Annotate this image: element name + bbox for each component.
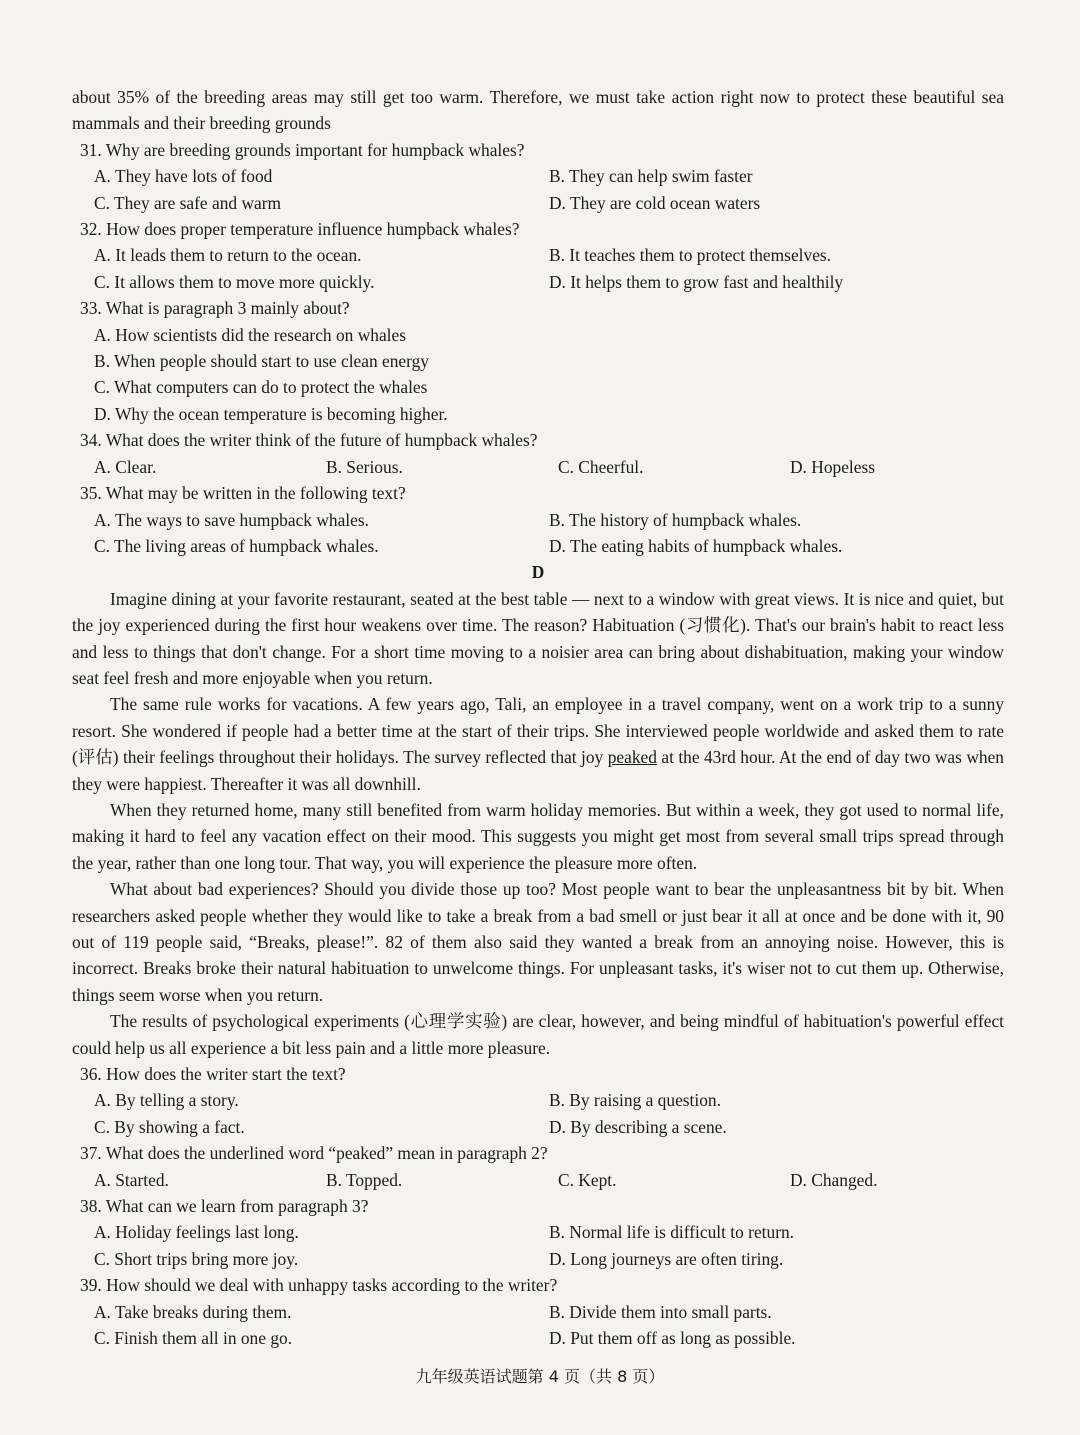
- q33-option-b: B. When people should start to use clean energy: [94, 351, 430, 372]
- q34-option-b: B. Serious.: [326, 456, 403, 477]
- q36-option-d: D. By describing a scene.: [549, 1116, 727, 1137]
- q32-option-c: C. It allows them to move more quickly.: [94, 271, 375, 292]
- para2-text-before: The same rule works for vacations. A few years ago, Tali, an employee in a travel company, went on a work trip to a sunny resort. She wondered if people had a better time at the start of their trips. She interviewed people worldwide and asked them to rate (评估) their feelings throughout their holidays. The survey reflected that joy: [72, 694, 1004, 768]
- question-36-options-row-1: [72, 1087, 1004, 1113]
- question-31-options-row-1: [72, 163, 1004, 189]
- question-31-stem: 31. Why are breeding grounds important for humpback whales?: [80, 139, 525, 160]
- q36-option-a: A. By telling a story.: [94, 1090, 239, 1111]
- question-39-stem: 39. How should we deal with unhappy tasks according to the writer?: [80, 1275, 558, 1296]
- page-content: [72, 84, 1004, 1352]
- section-d-title: D: [531, 562, 545, 583]
- q38-option-a: A. Holiday feelings last long.: [94, 1222, 299, 1243]
- q37-option-a: A. Started.: [94, 1169, 169, 1190]
- passage-paragraph-2: [72, 691, 1004, 797]
- para2-text-after: at the 43rd hour. At the end of day two was when they were happiest. Thereafter it was all downhill.: [72, 747, 1004, 794]
- q39-option-a: A. Take breaks during them.: [94, 1301, 292, 1322]
- question-36-stem: 36. How does the writer start the text?: [80, 1064, 346, 1085]
- q33-option-c: C. What computers can do to protect the whales: [94, 377, 428, 398]
- q31-option-a: A. They have lots of food: [94, 166, 273, 187]
- page-footer: 九年级英语试题第 4 页（共 8 页）: [415, 1367, 665, 1386]
- q36-option-b: B. By raising a question.: [549, 1090, 721, 1111]
- q35-option-c: C. The living areas of humpback whales.: [94, 535, 379, 556]
- q35-option-b: B. The history of humpback whales.: [549, 509, 802, 530]
- q31-option-d: D. They are cold ocean waters: [549, 192, 761, 213]
- passage-paragraph-5: The results of psychological experiments (心理学实验) are clear, however, and being mindful of habituation's powerful effect could help us all experience a bit less pain and a little more pleasure.: [72, 1011, 1004, 1058]
- underlined-word-peaked: peaked: [607, 747, 657, 768]
- question-35-options-row-1: [72, 507, 1004, 533]
- question-38-options-row-2: [72, 1246, 1004, 1272]
- q34-option-c: C. Cheerful.: [558, 456, 644, 477]
- q38-option-d: D. Long journeys are often tiring.: [549, 1248, 784, 1269]
- q38-option-b: B. Normal life is difficult to return.: [549, 1222, 795, 1243]
- question-35-stem: 35. What may be written in the following text?: [80, 483, 406, 504]
- question-34-options-row: [72, 454, 1004, 480]
- q35-option-a: A. The ways to save humpback whales.: [94, 509, 369, 530]
- question-39-options-row-1: [72, 1299, 1004, 1325]
- question-37-stem: 37. What does the underlined word “peaked” mean in paragraph 2?: [80, 1143, 548, 1164]
- q35-option-d: D. The eating habits of humpback whales.: [549, 535, 843, 556]
- q39-option-c: C. Finish them all in one go.: [94, 1328, 293, 1349]
- question-34-stem: 34. What does the writer think of the future of humpback whales?: [80, 430, 538, 451]
- question-32-options-row-1: [72, 242, 1004, 268]
- q31-option-c: C. They are safe and warm: [94, 192, 282, 213]
- question-31-options-row-2: [72, 190, 1004, 216]
- q37-option-c: C. Kept.: [558, 1169, 617, 1190]
- q37-option-d: D. Changed.: [790, 1169, 878, 1190]
- question-36-options-row-2: [72, 1114, 1004, 1140]
- intro-paragraph: about 35% of the breeding areas may still get too warm. Therefore, we must take action right now to protect these beautiful sea mammals and their breeding grounds: [72, 87, 1004, 134]
- question-39-options-row-2: [72, 1325, 1004, 1351]
- question-32-stem: 32. How does proper temperature influence humpback whales?: [80, 219, 520, 240]
- q34-option-d: D. Hopeless: [790, 456, 876, 477]
- passage-paragraph-4: What about bad experiences? Should you divide those up too? Most people want to bear the unpleasantness bit by bit. When researchers asked people whether they would like to take a break from a bad smell or just bear it all at once and be done with it, 90 out of 119 people said, “Breaks, please!”. 82 of them also said they wanted a break from an annoying noise. However, this is incorrect. Breaks broke their natural habituation to unwelcome things. For unpleasant tasks, it's wiser not to cut them up. Otherwise, things seem worse when you return.: [72, 879, 1004, 1005]
- q37-option-b: B. Topped.: [326, 1169, 403, 1190]
- passage-paragraph-3: When they returned home, many still benefited from warm holiday memories. But within a week, they got used to normal life, making it hard to feel any vacation effect on their mood. This suggests you might get most from several small trips spread through the year, rather than one long tour. That way, you will experience the pleasure more often.: [72, 799, 1004, 873]
- q32-option-a: A. It leads them to return to the ocean.: [94, 245, 362, 266]
- q32-option-b: B. It teaches them to protect themselves.: [549, 245, 832, 266]
- question-33-stem: 33. What is paragraph 3 mainly about?: [80, 298, 350, 319]
- q33-option-d: D. Why the ocean temperature is becoming higher.: [94, 403, 448, 424]
- q34-option-a: A. Clear.: [94, 456, 157, 477]
- question-38-options-row-1: [72, 1219, 1004, 1245]
- q38-option-c: C. Short trips bring more joy.: [94, 1248, 299, 1269]
- q33-option-a: A. How scientists did the research on whales: [94, 324, 406, 345]
- q36-option-c: C. By showing a fact.: [94, 1116, 245, 1137]
- q31-option-b: B. They can help swim faster: [549, 166, 753, 187]
- question-32-options-row-2: [72, 269, 1004, 295]
- question-35-options-row-2: [72, 533, 1004, 559]
- q39-option-b: B. Divide them into small parts.: [549, 1301, 772, 1322]
- question-37-options-row: [72, 1167, 1004, 1193]
- q39-option-d: D. Put them off as long as possible.: [549, 1328, 796, 1349]
- passage-paragraph-1: Imagine dining at your favorite restaurant, seated at the best table — next to a window with great views. It is nice and quiet, but the joy experienced during the first hour weakens over time. The reason? Habituation (习惯化). That's our brain's habit to react less and less to things that don't change. For a short time moving to a noisier area can bring about dishabituation, making your window seat feel fresh and more enjoyable when you return.: [72, 588, 1004, 688]
- question-38-stem: 38. What can we learn from paragraph 3?: [80, 1196, 369, 1217]
- q32-option-d: D. It helps them to grow fast and healthily: [549, 271, 844, 292]
